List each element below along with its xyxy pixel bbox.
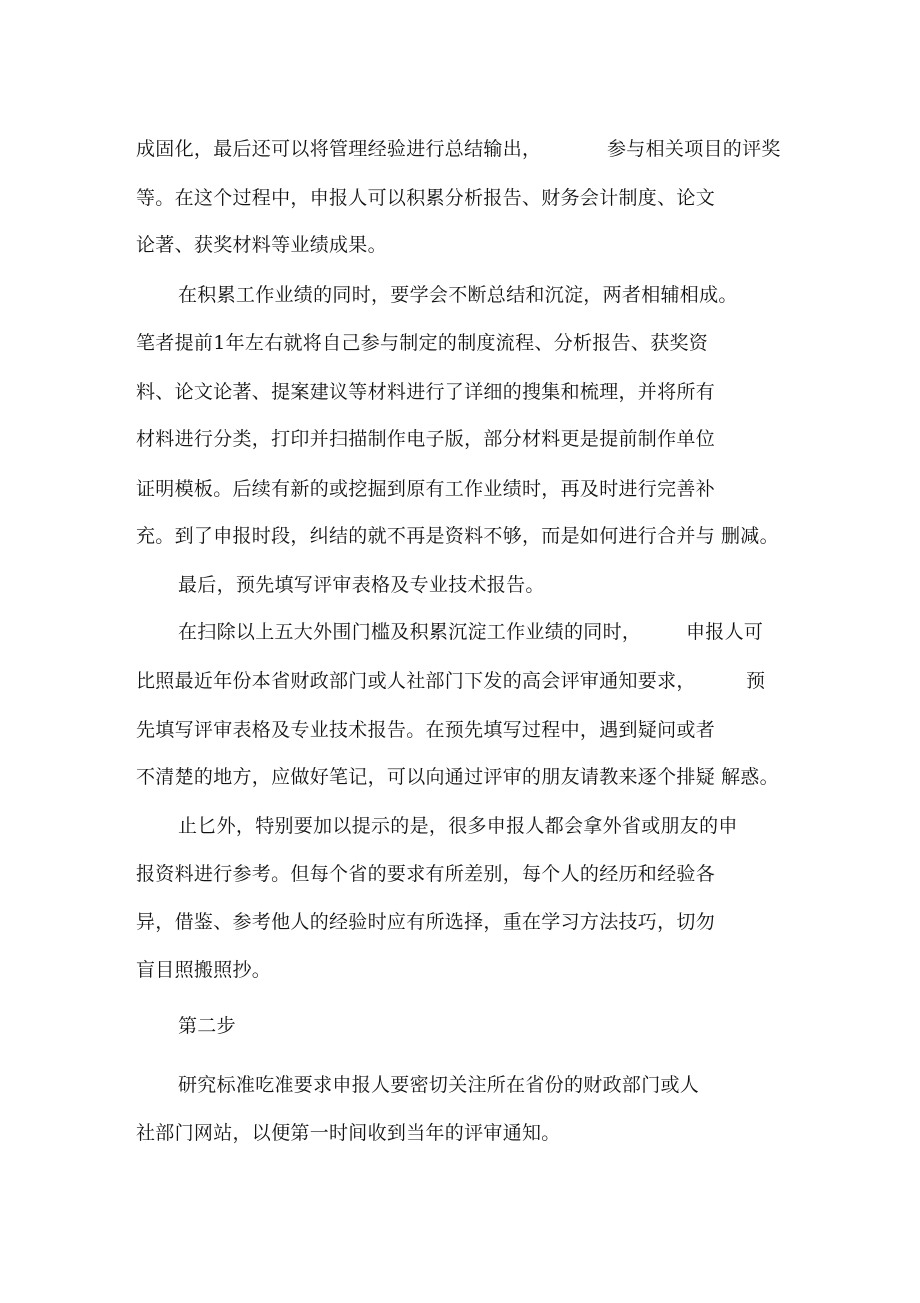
text-line <box>0 811 920 841</box>
text-line <box>0 762 920 792</box>
text-line <box>0 474 920 504</box>
line-segment: 异，借鉴、参考他人的经验时应有所选择，重在学习方法技巧，切勿 <box>136 911 716 933</box>
line-segment: 料、论文论著、提案建议等材料进行了详细的搜集和梳理，并将所有 <box>136 381 716 403</box>
line-segment: 删减。 <box>721 525 779 547</box>
line-segment: 解惑。 <box>721 766 779 788</box>
text-line <box>0 521 920 551</box>
line-segment: 等。在这个过程中，申报人可以积累分析报告、财务会计制度、论文 <box>136 187 716 209</box>
text-line <box>0 377 920 407</box>
line-segment: 第二步 <box>178 1015 236 1037</box>
line-segment: 笔者提前1年左右就将自己参与制定的制度流程、分析报告、获奖资 <box>136 332 709 354</box>
line-segment: 论著、获奖材料等业绩成果。 <box>136 234 387 256</box>
line-segment: 材料进行分类，打印并扫描制作电子版，部分材料更是提前制作单位 <box>136 428 716 450</box>
line-segment: 申报人可 <box>686 621 764 643</box>
text-line <box>0 617 920 647</box>
text-line <box>0 859 920 889</box>
text-line <box>0 907 920 937</box>
line-segment: 社部门网站，以便第一时间收到当年的评审通知。 <box>136 1122 561 1144</box>
line-segment: 报资料进行参考。但每个省的要求有所差别，每个人的经历和经验各 <box>136 863 716 885</box>
text-line <box>0 1118 920 1148</box>
line-segment: 最后，预先填写评审表格及专业技术报告。 <box>178 574 545 596</box>
line-segment: 参与相关项目的评奖 <box>607 138 781 160</box>
text-line <box>0 230 920 260</box>
line-segment: 比照最近年份本省财政部门或人社部门下发的高会评审通知要求， <box>136 670 696 692</box>
line-segment: 预 <box>746 670 766 692</box>
text-line <box>0 715 920 745</box>
text-line <box>0 280 920 310</box>
text-line <box>0 955 920 985</box>
text-line <box>0 328 920 358</box>
line-segment: 盲目照搬照抄。 <box>136 959 272 981</box>
line-segment: 研究标准吃准要求申报人要密切关注所在省份的财政部门或人 <box>178 1074 700 1096</box>
text-line <box>0 666 920 696</box>
line-segment: 在扫除以上五大外围门槛及积累沉淀工作业绩的同时， <box>178 621 642 643</box>
line-segment: 不清楚的地方，应做好笔记，可以向通过评审的朋友请教来逐个排疑 <box>136 766 716 788</box>
section-heading <box>0 1011 920 1041</box>
line-segment: 在积累工作业绩的同时，要学会不断总结和沉淀，两者相辅相成。 <box>178 284 738 306</box>
text-line <box>0 424 920 454</box>
text-line <box>0 183 920 213</box>
line-segment: 先填写评审表格及专业技术报告。在预先填写过程中，遇到疑问或者 <box>136 719 716 741</box>
line-segment: 充。到了申报时段，纠结的就不再是资料不够，而是如何进行合并与 <box>136 525 716 547</box>
line-segment: 止匕外，特别要加以提示的是，很多申报人都会拿外省或朋友的申 <box>178 815 738 837</box>
text-line <box>0 134 920 164</box>
text-line <box>0 1070 920 1100</box>
text-line <box>0 570 920 600</box>
line-segment: 证明模板。后续有新的或挖掘到原有工作业绩时，再及时进行完善补 <box>136 478 716 500</box>
line-segment: 成固化，最后还可以将管理经验进行总结输出， <box>136 138 542 160</box>
